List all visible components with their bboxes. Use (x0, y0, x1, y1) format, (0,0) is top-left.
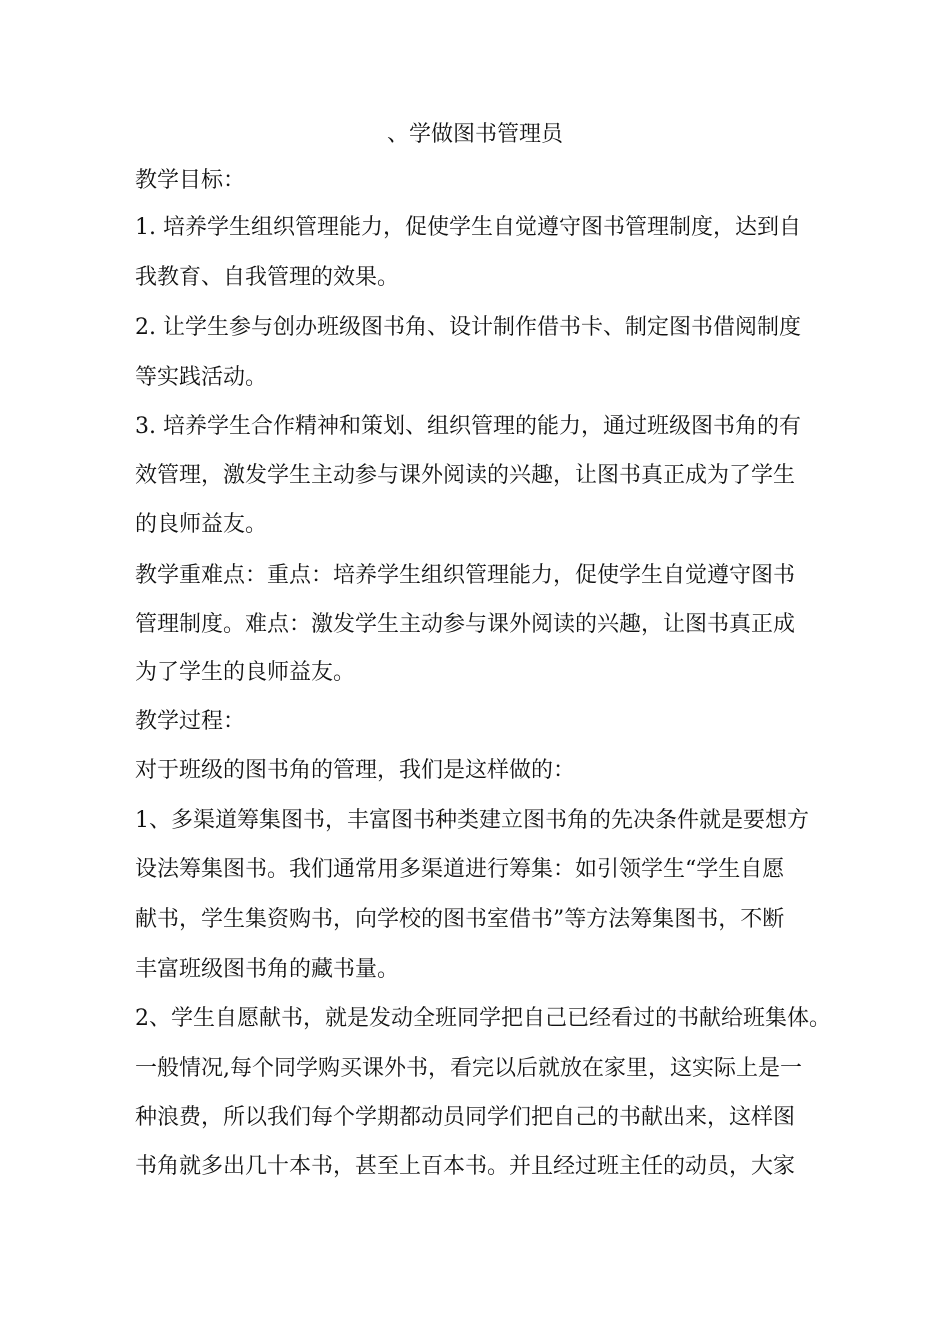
paragraph-line: 书角就多出几十本书，甚至上百本书。并且经过班主任的动员，大家 (135, 1154, 796, 1179)
paragraph-line: 为了学生的良师益友。 (135, 660, 356, 685)
paragraph-line: 管理制度。难点：激发学生主动参与课外阅读的兴趣，让图书真正成 (135, 612, 796, 637)
paragraph-line: 2. 让学生参与创办班级图书角、设计制作借书卡、制定图书借阅制度 (135, 315, 801, 340)
section-heading-key-points: 教学重难点：重点：培养学生组织管理能力，促使学生自觉遵守图书 (135, 563, 796, 588)
paragraph-line: 1. 培养学生组织管理能力，促使学生自觉遵守图书管理制度，达到自 (135, 215, 801, 240)
paragraph-line: 的良师益友。 (135, 512, 268, 537)
paragraph-line: 对于班级的图书角的管理，我们是这样做的： (135, 758, 576, 783)
document-title: 、学做图书管理员 (386, 122, 563, 147)
section-heading-process: 教学过程： (135, 709, 246, 734)
section-heading-objectives: 教学目标： (135, 168, 246, 193)
paragraph-line: 一般情况,每个同学购买课外书，看完以后就放在家里，这实际上是一 (135, 1056, 802, 1081)
paragraph-line: 我教育、自我管理的效果。 (135, 265, 400, 290)
paragraph-line: 2、学生自愿献书，就是发动全班同学把自己已经看过的书献给班集体。 (135, 1006, 831, 1031)
paragraph-line: 献书，学生集资购书，向学校的图书室借书”等方法筹集图书，不断 (135, 907, 785, 932)
paragraph-line: 等实践活动。 (135, 365, 268, 390)
paragraph-line: 种浪费，所以我们每个学期都动员同学们把自己的书献出来，这样图 (135, 1105, 796, 1130)
paragraph-line: 设法筹集图书。我们通常用多渠道进行筹集：如引领学生“学生自愿 (135, 857, 785, 882)
paragraph-line: 效管理，激发学生主动参与课外阅读的兴趣，让图书真正成为了学生 (135, 463, 796, 488)
paragraph-line: 1、多渠道筹集图书，丰富图书种类建立图书角的先决条件就是要想方 (135, 808, 809, 833)
paragraph-line: 丰富班级图书角的藏书量。 (135, 957, 400, 982)
paragraph-line: 3. 培养学生合作精神和策划、组织管理的能力，通过班级图书角的有 (135, 414, 801, 439)
